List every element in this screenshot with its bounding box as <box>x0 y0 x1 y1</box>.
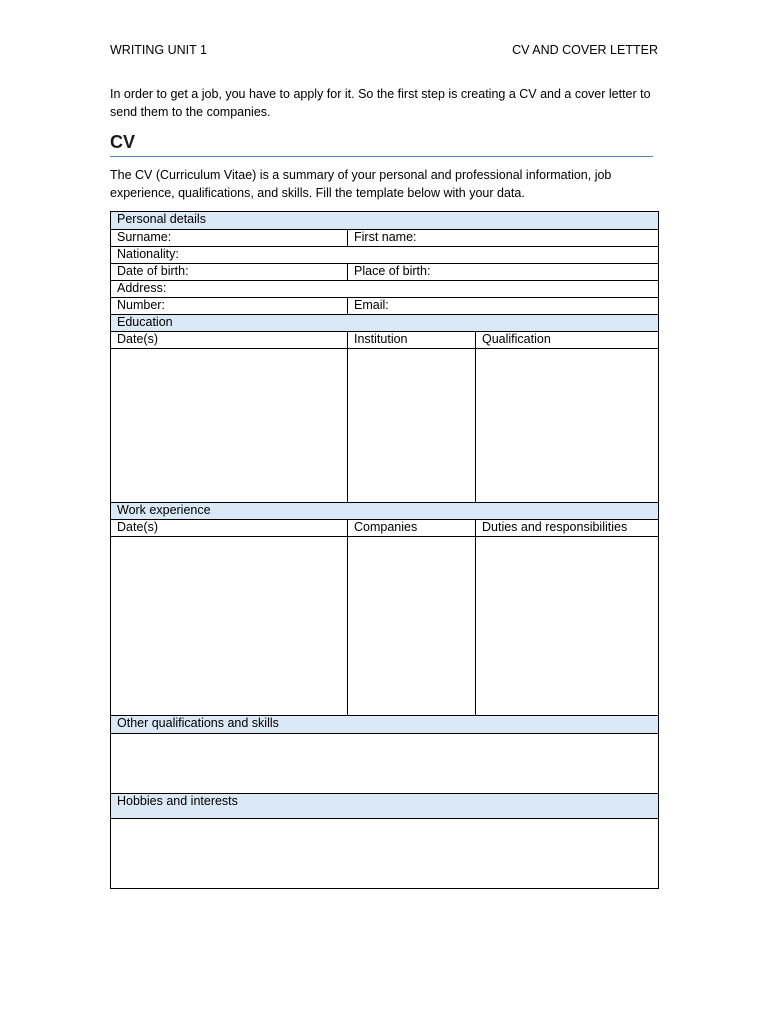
education-institution-cell[interactable] <box>348 349 476 503</box>
contact-row <box>111 298 659 315</box>
name-row <box>111 230 659 247</box>
hobbies-header-row <box>111 794 659 819</box>
work-dates-column: Date(s) <box>111 520 348 537</box>
hobbies-heading: Hobbies and interests <box>111 794 659 819</box>
surname-field[interactable]: Surname: <box>111 230 348 247</box>
other-qualifications-cell[interactable] <box>111 734 659 794</box>
education-heading: Education <box>111 315 659 332</box>
education-qualification-column: Qualification <box>476 332 659 349</box>
address-field[interactable]: Address: <box>111 281 659 298</box>
intro-paragraph: In order to get a job, you have to apply for it. So the first step is creating a CV and a cover letter to send them to the companies. <box>110 87 651 119</box>
other-qualifications-header-row <box>111 716 659 734</box>
first-name-field[interactable]: First name: <box>348 230 659 247</box>
other-qualifications-heading: Other qualifications and skills <box>111 716 659 734</box>
hobbies-entry-row <box>111 819 659 889</box>
nationality-row <box>111 247 659 264</box>
number-field[interactable]: Number: <box>111 298 348 315</box>
page-header <box>110 43 658 59</box>
work-experience-header-row <box>111 503 659 520</box>
nationality-field[interactable]: Nationality: <box>111 247 659 264</box>
email-field[interactable]: Email: <box>348 298 659 315</box>
work-companies-cell[interactable] <box>348 537 476 716</box>
date-of-birth-field[interactable]: Date of birth: <box>111 264 348 281</box>
education-header-row <box>111 315 659 332</box>
work-duties-cell[interactable] <box>476 537 659 716</box>
birth-row <box>111 264 659 281</box>
title-divider <box>110 156 653 157</box>
section-title: CV <box>110 132 136 152</box>
cv-template-table <box>110 211 659 889</box>
education-columns-row <box>111 332 659 349</box>
work-companies-column: Companies <box>348 520 476 537</box>
education-institution-column: Institution <box>348 332 476 349</box>
work-columns-row <box>111 520 659 537</box>
education-dates-column: Date(s) <box>111 332 348 349</box>
header-topic-title: CV AND COVER LETTER <box>512 43 658 57</box>
personal-details-heading: Personal details <box>111 212 659 230</box>
work-dates-cell[interactable] <box>111 537 348 716</box>
address-row <box>111 281 659 298</box>
education-qualification-cell[interactable] <box>476 349 659 503</box>
personal-details-header-row <box>111 212 659 230</box>
header-unit-title: WRITING UNIT 1 <box>110 43 207 57</box>
section-description: The CV (Curriculum Vitae) is a summary of your personal and professional information, job experience, qualifications, and skills. Fill the template below with your data. <box>110 168 612 200</box>
education-dates-cell[interactable] <box>111 349 348 503</box>
work-duties-column: Duties and responsibilities <box>476 520 659 537</box>
work-experience-heading: Work experience <box>111 503 659 520</box>
hobbies-cell[interactable] <box>111 819 659 889</box>
work-entry-row <box>111 537 659 716</box>
place-of-birth-field[interactable]: Place of birth: <box>348 264 659 281</box>
education-entry-row <box>111 349 659 503</box>
other-qualifications-entry-row <box>111 734 659 794</box>
